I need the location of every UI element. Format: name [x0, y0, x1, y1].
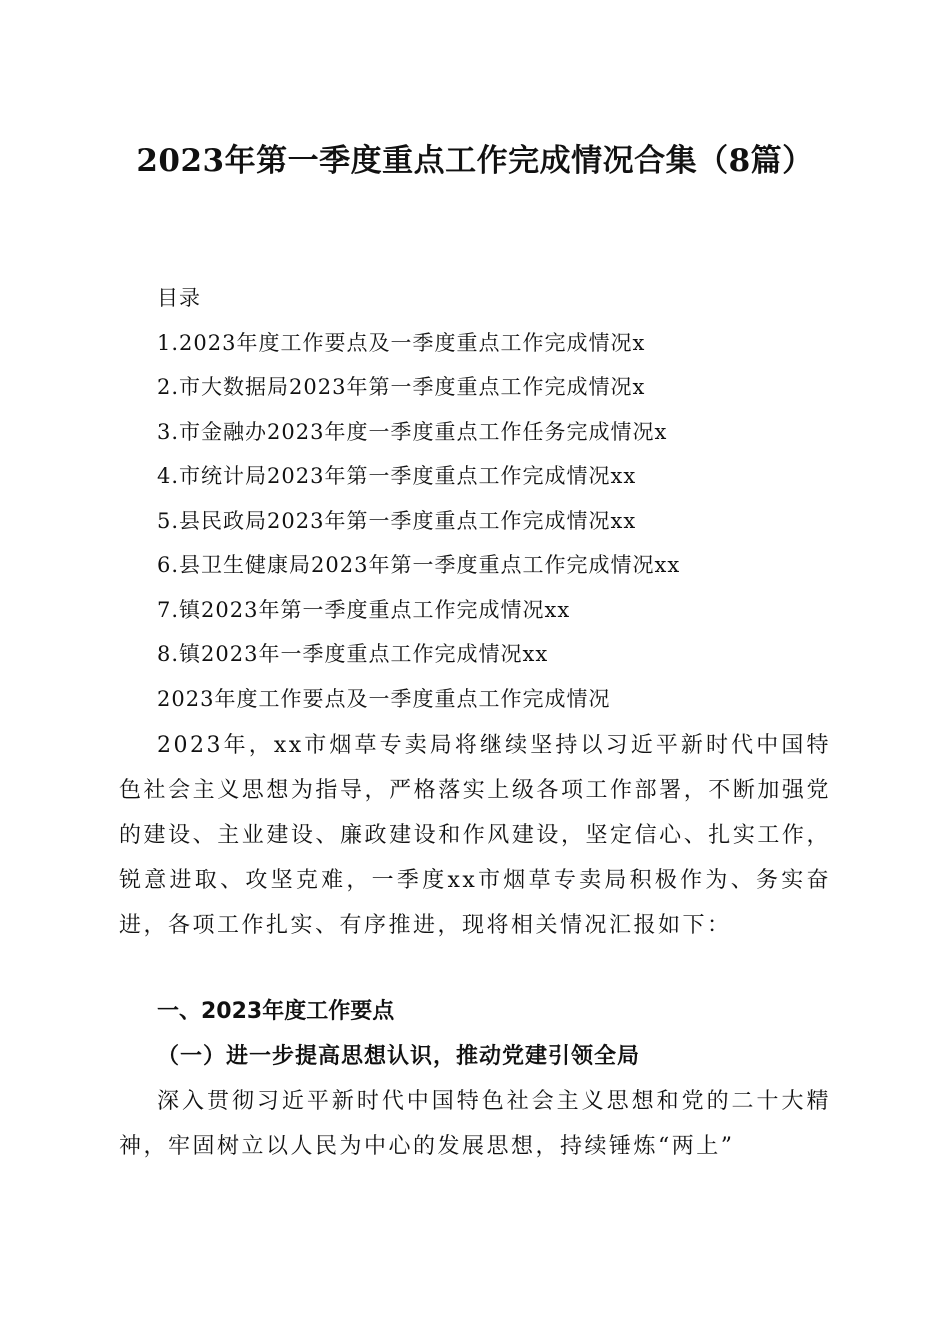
table-of-contents [157, 276, 857, 721]
heading-level-2: （一）进一步提高思想认识，推动党建引领全局 [157, 1043, 641, 1069]
toc-item-6: 6.县卫生健康局2023年第一季度重点工作完成情况xx [157, 553, 681, 577]
toc-item-3: 3.市金融办2023年度一季度重点工作任务完成情况x [157, 419, 668, 444]
toc-item-5: 5.县民政局2023年第一季度重点工作完成情况xx [157, 508, 637, 533]
heading-level-1: 一、2023年度工作要点 [157, 999, 395, 1024]
toc-item-8: 8.镇2023年一季度重点工作完成情况xx [157, 642, 549, 666]
toc-heading: 目录 [157, 286, 201, 310]
toc-item-1: 1.2023年度工作要点及一季度重点工作完成情况x [157, 330, 646, 355]
toc-item-7: 7.镇2023年第一季度重点工作完成情况xx [157, 597, 571, 622]
section-title: 2023年度工作要点及一季度重点工作完成情况 [157, 686, 611, 711]
toc-item-4: 4.市统计局2023年第一季度重点工作完成情况xx [157, 464, 637, 488]
toc-item-2: 2.市大数据局2023年第一季度重点工作完成情况x [157, 375, 646, 399]
intro-paragraph: 2023年，xx市烟草专卖局将继续坚持以习近平新时代中国特色社会主义思想为指导，严格落实上级各项工作部署，不断加强党的建设、主业建设、廉政建设和作风建设，坚定信心、扎实工作，锐意进取、攻坚克难，一季度xx市烟草专卖局积极作为、务实奋进，各项工作扎实、有序推进，现将相关情况汇报如下： [119, 733, 831, 938]
body-paragraph: 深入贯彻习近平新时代中国特色社会主义思想和党的二十大精神，牢固树立以人民为中心的发展思想，持续锤炼“两上” [119, 1089, 831, 1159]
document-title: 2023年第一季度重点工作完成情况合集（8篇） [136, 143, 814, 179]
